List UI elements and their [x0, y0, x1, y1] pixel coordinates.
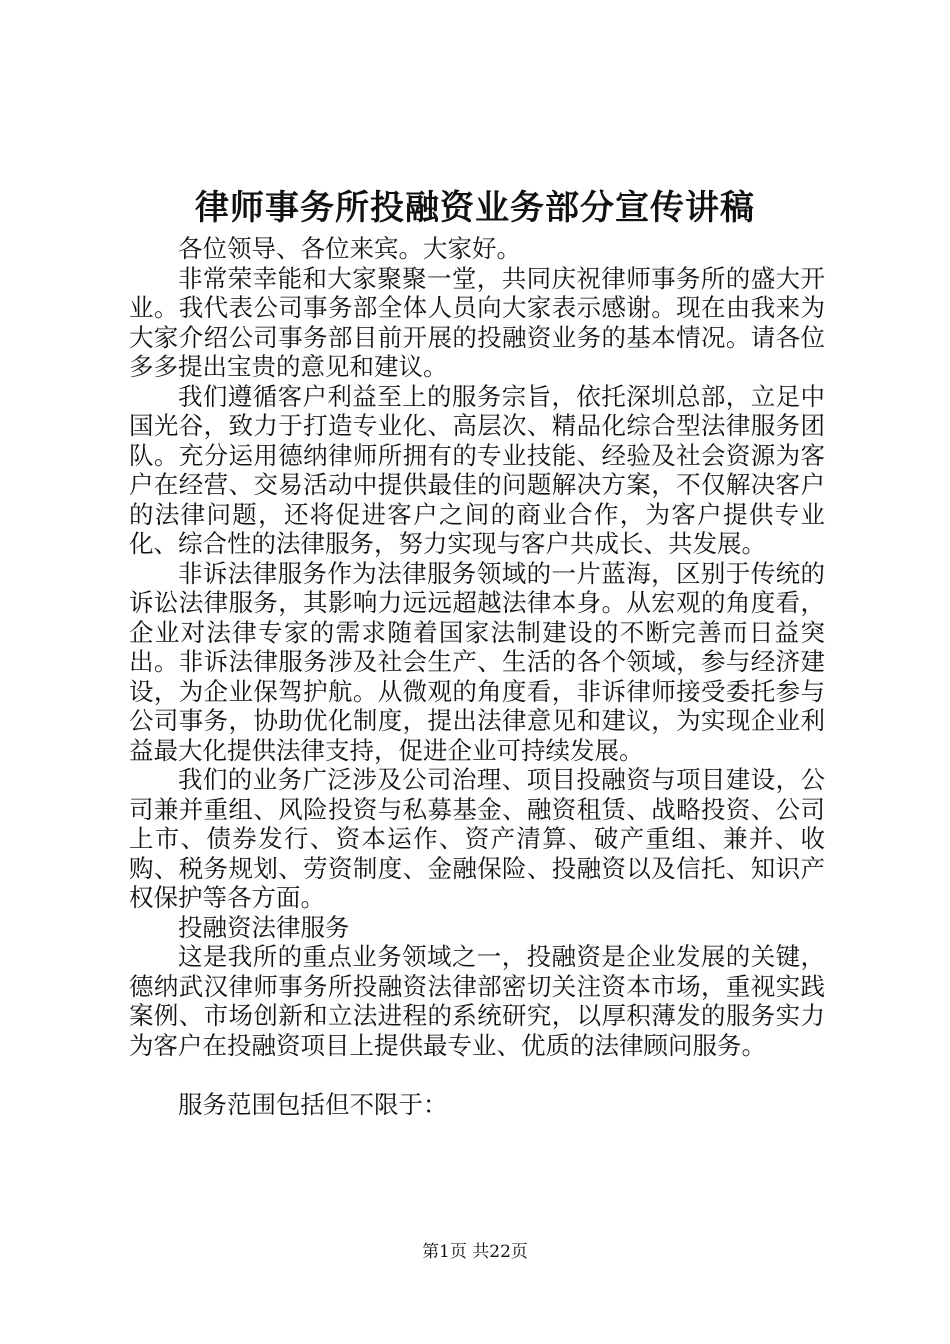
paragraph-service-range: 服务范围包括但不限于：: [178, 1090, 448, 1119]
page-number-footer: 第1页 共22页: [422, 1242, 528, 1262]
document-body: [129, 234, 825, 1120]
paragraph-non-litigation: 非诉法律服务作为法律服务领域的一片蓝海，区别于传统的诉讼法律服务，其影响力远远超越法律本身。从宏观的角度看，企业对法律专家的需求随着国家法制建设的不断完善而日益突出。非诉法律服务涉及社会生产、生活的各个领域，参与经济建设，为企业保驾护航。从微观的角度看，非诉律师接受委托参与公司事务，协助优化制度，提出法律意见和建议，为实现企业利益最大化提供法律支持，促进企业可持续发展。: [129, 558, 825, 765]
paragraph-investment-service: 这是我所的重点业务领域之一，投融资是企业发展的关键，德纳武汉律师事务所投融资法律部密切关注资本市场，重视实践案例、市场创新和立法进程的系统研究，以厚积薄发的服务实力为客户在投融资项目上提供最专业、优质的法律顾问服务。: [129, 942, 825, 1060]
paragraph-mission: 我们遵循客户利益至上的服务宗旨，依托深圳总部，立足中国光谷，致力于打造专业化、高层次、精品化综合型法律服务团队。充分运用德纳律师所拥有的专业技能、经验及社会资源为客户在经营、交易活动中提供最佳的问题解决方案，不仅解决客户的法律问题，还将促进客户之间的商业合作，为客户提供专业化、综合性的法律服务，努力实现与客户共成长、共发展。: [129, 381, 825, 558]
section-heading-investment-legal-service: 投融资法律服务: [178, 912, 350, 942]
paragraph-greeting: 各位领导、各位来宾。大家好。: [178, 234, 521, 263]
paragraph-business-scope: 我们的业务广泛涉及公司治理、项目投融资与项目建设，公司兼并重组、风险投资与私募基金、融资租赁、战略投资、公司上市、债券发行、资本运作、资产清算、破产重组、兼并、收购、税务规划、劳资制度、金融保险、投融资以及信托、知识产权保护等各方面。: [129, 765, 825, 912]
paragraph-opening: 非常荣幸能和大家聚聚一堂，共同庆祝律师事务所的盛大开业。我代表公司事务部全体人员向大家表示感谢。现在由我来为大家介绍公司事务部目前开展的投融资业务的基本情况。请各位多多提出宝贵的意见和建议。: [129, 263, 825, 381]
document-title: 律师事务所投融资业务部分宣传讲稿: [195, 188, 755, 228]
